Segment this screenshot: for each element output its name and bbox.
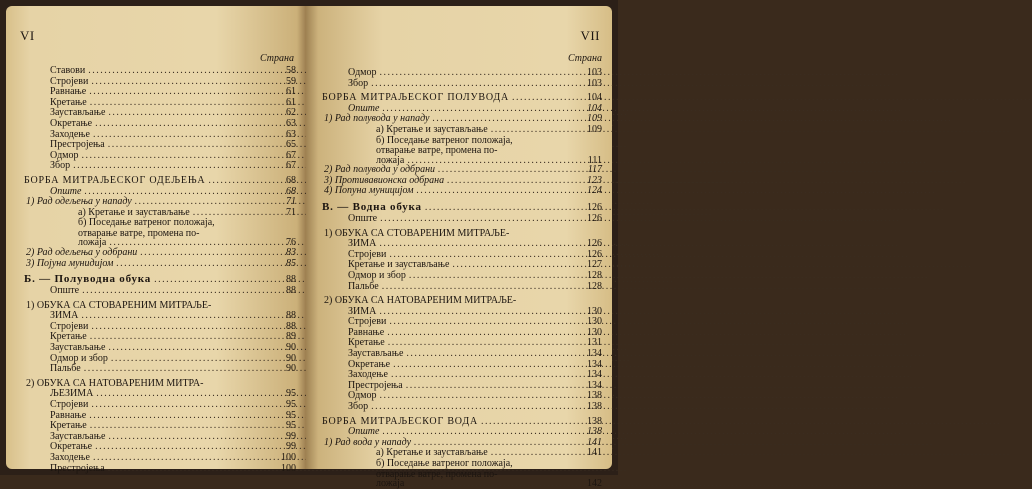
toc-entry-page: 111 [587,154,602,166]
toc-entry-title: 4) Попуна муницијом [324,185,414,197]
toc-entry-title: 3) Противавионска одбрана [324,174,445,186]
toc-entry-page: 100 [281,462,296,474]
toc-entry [332,214,602,225]
leader-dots [491,125,581,136]
toc-entry [332,79,602,90]
toc-entry-page: 123 [587,174,602,186]
toc-entry [332,402,602,413]
toc-entry-title: ЉЕЗИМА [50,388,94,400]
toc-entry-title: Заустављање [50,342,106,354]
toc-entry-title: Одмор [348,67,377,78]
toc-entry-page: 85 [286,257,296,269]
toc-entry-page: 130 [587,316,602,328]
toc-entry-page: 88 [286,285,296,297]
toc-entry-title: Ставови [50,65,86,76]
toc-entry-title: Заустављање [50,107,106,119]
leader-dots [382,282,581,293]
toc-entry-title: ЗИМА [348,238,377,250]
toc-entry-page: 109 [587,113,602,125]
toc-entry-page: 126 [587,248,602,260]
toc-entry-title: Заходење [348,369,388,381]
toc-entry-title: Опште [50,185,82,197]
toc-entry-title: Кретање [348,337,385,349]
toc-entry-title: отварање ватре, промена по- [376,145,498,157]
toc-entry [332,459,602,470]
toc-entry [34,464,296,475]
toc-list-right [322,67,602,489]
leader-dots [116,259,275,270]
toc-entry-title: Заустављање [348,348,404,360]
toc-entry-page: 138 [587,426,602,438]
toc-entry-title: Стројеви [50,399,89,411]
toc-entry-title: Престројења [348,379,403,391]
toc-entry-page: 71 [286,206,296,218]
toc-entry-title: Опште [348,426,380,438]
toc-entry-page: 142 [587,478,602,489]
toc-entry-title: Пальбе [50,363,81,375]
leader-dots [93,453,275,464]
toc-entry [324,186,602,197]
toc-entry-title: отварање ватре, промена по- [376,468,498,480]
toc-entry [322,201,602,214]
toc-entry-title: БОРБА МИТРАЉЕСКОГ ВОДА [322,415,478,427]
toc-entry-page: 128 [587,269,602,281]
toc-entry [34,161,296,172]
toc-entry [332,125,602,136]
toc-entry-title: а) Кретање и заустављање [376,447,488,459]
toc-entry-title: Стројеви [50,75,89,87]
toc-entry-title: Равнање [348,326,385,338]
right-page [306,6,612,489]
toc-entry-page: 68 [286,174,296,186]
toc-entry-title: Збор [50,160,71,172]
leader-dots [88,66,275,77]
toc-entry-title: ложаја [376,154,405,166]
toc-list-left [24,65,296,474]
toc-entry [26,259,296,270]
toc-entry-page: 138 [587,390,602,402]
toc-entry-page: 126 [587,201,602,213]
toc-entry-title: Кретање [50,420,87,432]
toc-entry-page: 117 [587,164,602,176]
toc-entry-title: 3) Појуна мунидијом [26,257,114,269]
leader-dots [73,161,275,172]
page-number-left: VI [20,28,35,43]
toc-entry-page: 71 [286,196,296,208]
page-number-right: VII [580,28,600,43]
toc-entry [332,68,602,79]
toc-entry-page: 83 [286,246,296,258]
toc-entry-page: 134 [587,379,602,391]
leader-dots [84,364,275,375]
toc-entry-title: отварање ватре, промена по- [78,227,200,239]
toc-entry-title: 1) Рад вода у нападу [324,436,412,448]
toc-entry-title: Одмор [50,149,79,161]
toc-entry-title: Престројења [50,139,105,151]
toc-entry-title: Одмор и збор [50,352,108,364]
leader-dots [409,271,581,282]
toc-entry [34,66,296,77]
toc-entry-page: 63 [286,117,296,129]
toc-entry-title: Заустављање [50,430,106,442]
toc-entry-title: Заходење [50,452,90,463]
toc-entry-title: Кретање и заустављање [348,259,450,271]
toc-entry-page: 99 [286,430,296,442]
toc-entry-page: 76 [286,237,296,249]
toc-entry-title: Опште [348,102,380,114]
toc-entry-page: 141 [587,447,602,459]
toc-entry-page: 61 [286,96,296,108]
toc-entry-title: БОРБА МИТРАЉЕСКОГ ПОЛУВОДА [322,92,509,104]
toc-entry-title: Одмор и збор [348,269,406,281]
toc-entry-page: 63 [286,128,296,140]
toc-entry-page: 88 [286,320,296,332]
toc-entry [24,176,296,187]
toc-entry-title: 2) Рад одељења у одбрани [26,246,138,258]
leader-dots [417,186,581,197]
leader-dots [82,286,275,297]
toc-entry-title: ложаја [78,237,107,249]
toc-entry-page: 95 [286,409,296,421]
toc-entry-page: 130 [587,305,602,317]
left-page [6,6,306,474]
toc-entry-title: а) Кретање и заустављање [78,206,190,218]
toc-entry-page: 68 [286,185,296,197]
toc-entry [332,282,602,293]
toc-entry-page: 134 [587,369,602,381]
leader-dots [108,464,275,475]
toc-entry [332,271,602,282]
toc-entry-page: 95 [286,388,296,400]
toc-entry-page: 127 [587,259,602,271]
toc-entry-page: 131 [587,337,602,349]
toc-entry-title: Престројења [50,462,105,474]
toc-entry-title: б) Поседање ватреног положаја, [78,217,215,229]
toc-entry-title: Одмор [348,390,377,402]
toc-entry-page: 130 [587,326,602,338]
toc-entry-title: 1) Рад одељења у нападу [26,196,132,208]
toc-entry-title: б) Поседање ватреног положаја, [376,134,513,146]
toc-entry [34,119,296,130]
toc-entry-page: 104 [587,102,602,114]
leader-dots [208,176,275,187]
toc-entry-page: 67 [286,149,296,161]
toc-entry [332,479,602,489]
toc-entry-page: 100 [281,452,296,463]
toc-entry-title: Равнање [50,86,87,98]
toc-entry-title: БОРБА МИТРАЉЕСКОГ ОДЕЉЕЊА [24,174,206,186]
toc-entry-title: ЗИМА [348,305,377,317]
toc-entry-title: Опште [50,285,80,297]
toc-entry-title: Пальбе [348,280,379,292]
toc-entry-title: Равнање [50,409,87,421]
toc-entry-page: 134 [587,348,602,360]
toc-entry [26,248,296,259]
toc-entry-title: Стројеви [348,316,387,328]
toc-entry-page: 90 [286,342,296,354]
toc-entry [34,286,296,297]
leader-dots [380,214,581,225]
toc-entry-title: ложаја [376,478,405,489]
toc-entry-page: 126 [587,238,602,250]
toc-entry-page: 109 [587,123,602,135]
toc-entry-page: 138 [587,415,602,427]
toc-entry-title: Б. — Полуводна обука [24,273,152,286]
toc-entry-page: 104 [587,92,602,104]
column-header-left: Страна [260,53,294,64]
toc-entry-page: 103 [587,77,602,89]
toc-entry-page: 62 [286,107,296,119]
leader-dots [140,248,275,259]
leader-dots [407,479,581,489]
toc-entry-page: 138 [587,401,602,413]
toc-entry-title: Окретање [348,358,391,370]
toc-entry-title: Стројеви [50,320,89,332]
column-header-right: Страна [568,53,602,64]
toc-entry-page: 58 [286,65,296,76]
toc-entry-page: 90 [286,363,296,375]
toc-entry-page: 141 [587,436,602,448]
toc-entry-title: 2) ОБУКА СА НАТОВАРЕНИМ МИТРАЉЕ- [324,295,517,307]
toc-entry-page: 90 [286,352,296,364]
leader-dots [371,79,581,90]
toc-entry-title: Заходење [50,128,90,140]
toc-entry-title: Кретање [50,331,87,343]
toc-entry-page: 67 [286,160,296,172]
toc-entry-page: 134 [587,358,602,370]
toc-entry-title: ЗИМА [50,310,79,322]
leader-dots [380,68,581,79]
toc-entry-title: Кретање [50,96,87,108]
toc-entry-page: 103 [587,67,602,78]
toc-entry-title: 1) Рад полувода у нападу [324,113,430,125]
toc-entry-title: Збор [348,77,369,89]
toc-entry-title: Окретање [50,117,93,129]
leader-dots [95,119,275,130]
toc-entry-page: 59 [286,75,296,87]
toc-entry-title: Стројеви [348,248,387,260]
toc-entry-page: 65 [286,139,296,151]
leader-dots [371,402,581,413]
toc-entry [34,364,296,375]
toc-entry-title: а) Кретање и заустављање [376,123,488,135]
toc-entry-page: 126 [587,212,602,224]
toc-entry-title: б) Поседање ватреног положаја, [376,458,513,469]
toc-entry-page: 61 [286,86,296,98]
toc-entry-title: 2) Рад полувода у одбрани [324,164,436,176]
toc-entry-page: 89 [286,331,296,343]
toc-entry-title: 1) ОБУКА СА СТОВАРЕНИМ МИТРАЉЕ- [26,299,212,311]
toc-entry-page: 88 [286,310,296,322]
toc-entry-page: 128 [587,280,602,292]
toc-entry-title: 1) ОБУКА СА СТОВАРЕНИМ МИТРАЉЕ- [324,227,510,239]
toc-entry [34,453,296,464]
toc-entry-title: Опште [348,212,378,224]
toc-entry-page: 99 [286,441,296,453]
toc-entry-title: 2) ОБУКА СА НАТОВАРЕНИМ МИТРА- [26,377,204,389]
toc-entry-title: Окретање [50,441,93,453]
toc-entry-title: В. — Водна обука [322,200,422,213]
toc-entry-page: 95 [286,399,296,411]
toc-entry-title: Збор [348,401,369,413]
toc-entry-page: 95 [286,420,296,432]
toc-entry-page: 124 [587,185,602,197]
leader-dots [425,201,581,214]
toc-entry-page: 88 [286,274,296,286]
